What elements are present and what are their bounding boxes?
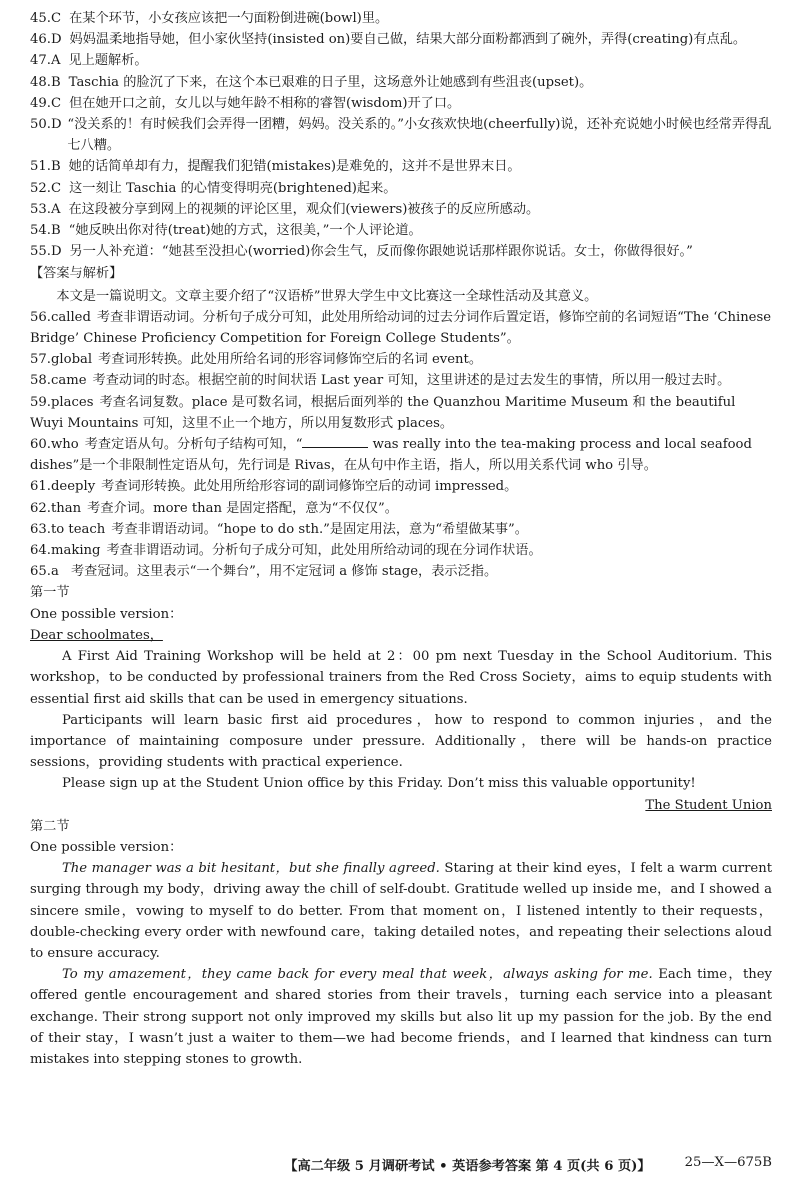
grammar-item: 64.making 考查非谓语动词。分析句子成分可知，此处用所给动词的现在分词作状语。 [30,543,542,559]
blank-line [302,435,368,448]
paragraph-lead: The manager was a bit hesitant，but she finally agreed. [62,861,440,877]
letter-salutation: Dear schoolmates， [30,627,163,643]
section-one [30,582,772,815]
cloze-item: 49.C 但在她开口之前，女儿以与她年龄不相称的睿智(wisdom)开了口。 [30,95,461,111]
section-two-title: 第二节 [30,818,70,834]
footer-page: 第 4 页(共 6 页)】 [535,1159,651,1174]
footer-label: 【高二年级 5 月调研考试 • 英语参考答案 [284,1159,532,1174]
cloze-answers [30,8,772,262]
cloze-item: 54.B “她反映出你对待(treat)她的方式，这很美，”一个人评论道。 [30,223,422,239]
paragraph-lead: To my amazement，they came back for every meal that week，always asking for me. [62,967,653,983]
grammar-item: 63.to teach 考查非谓语动词。“hope to do sth.”是固定用法，意为“希望做某事”。 [30,521,528,537]
section-two [30,816,772,1070]
cloze-item: 46.D 妈妈温柔地指导她，但小家伙坚持(insisted on)要自己做，结果大部分面粉都洒到了碗外，弄得(creating)有点乱。 [30,32,747,48]
grammar-answers [30,307,772,583]
page-footer [30,1155,772,1174]
grammar-item: 60.who 考查定语从句。分析句子结构可知，“ was really into the tea-making process and local seafood dishes”是一个非限制性定语从句，先行词是 Rivas，在从句中作主语，指人，所以用关系代词 who 引导。 [30,437,752,474]
grammar-item: 56.called 考查非谓语动词。分析句子成分可知，此处用所给动词的过去分词作后置定语，修饰空前的名词短语“The ‘Chinese Bridge’ Chinese Proficiency Competition for Foreign College Students”。 [30,309,772,347]
footer-code: 25—X—675B [684,1155,772,1170]
passage-intro: 本文是一篇说明文。文章主要介绍了“汉语桥”世界大学生中文比赛这一全球性活动及其意义。 [56,288,598,304]
story-paragraph-1: The manager was a bit hesitant，but she finally agreed. Staring at their kind eyes，I felt a warm current surging through my body，driving away the chill of self-doubt. Gratitude welled up inside me，and I showed a sincere smile，vowing to myself to do better. From that moment on，I listened intently to their requests，double-checking every order with newfound care，taking detailed notes，and repeating their selections aloud to ensure accuracy. [30,861,772,961]
letter-signature: The Student Union [645,797,772,813]
letter-paragraph: Participants will learn basic first aid procedures，how to respond to common injuries，and the importance of maintaining composure under pressure. Additionally，there will be hands-on practice sessions，providing students with practical experience. [30,712,772,771]
story-paragraph-2: To my amazement，they came back for every meal that week，always asking for me. Each time，they offered gentle encouragement and shared stories from their travels，turning each service into a pleasant exchange. Their strong support not only improved my skills but also lit up my passion for the job. By the end of their stay，I wasn’t just a waiter to them—we had become friends，and I learned that kindness can turn mistakes into stepping stones to growth. [30,967,772,1067]
grammar-item: 58.came 考查动词的时态。根据空前的时间状语 Last year 可知，这里讲述的是过去发生的事情，所以用一般过去时。 [30,373,731,389]
page-content [30,8,772,1070]
cloze-item: 45.C 在某个环节，小女孩应该把一勺面粉倒进碗(bowl)里。 [30,11,389,26]
cloze-item: 48.B Taschia 的脸沉了下来，在这个本已艰难的日子里，这场意外让她感到有些沮丧(upset)。 [30,74,593,90]
grammar-item: 57.global 考查词形转换。此处用所给名词的形容词修饰空后的名词 event。 [30,352,483,368]
cloze-item: 47.A 见上题解析。 [30,53,148,69]
cloze-item: 50.D “没关系的！有时候我们会弄得一团糟，妈妈。没关系的。”小女孩欢快地(cheerfully)说，还补充说她小时候也经常弄得乱七八糟。 [30,117,772,154]
section-one-title: 第一节 [30,585,70,601]
grammar-item: 65.a 考查冠词。这里表示“一个舞台”，用不定冠词 a 修饰 stage，表示泛指。 [30,564,498,580]
cloze-item: 52.C 这一刻让 Taschia 的心情变得明亮(brightened)起来。 [30,180,397,196]
section-two-version: One possible version： [30,839,183,855]
grammar-item: 62.than 考查介词。more than 是固定搭配，意为“不仅仅”。 [30,500,398,516]
grammar-item: 61.deeply 考查词形转换。此处用所给形容词的副词修饰空后的动词 impressed。 [30,479,518,495]
grammar-item: 59.places 考查名词复数。place 是可数名词，根据后面列举的 the Quanzhou Maritime Museum 和 the beautiful Wuyi Mountains 可知，这里不止一个地方，所以用复数形式 places。 [30,394,736,431]
cloze-item: 53.A 在这段被分享到网上的视频的评论区里，观众们(viewers)被孩子的反应所感动。 [30,201,540,217]
answer-analysis-heading: 【答案与解析】 [30,266,123,282]
cloze-item: 51.B 她的话简单却有力，提醒我们犯错(mistakes)是难免的，这并不是世界末日。 [30,159,521,175]
letter-paragraph: Please sign up at the Student Union office by this Friday. Don’t miss this valuable opportunity! [62,776,696,792]
cloze-item: 55.D 另一人补充道：“她甚至没担心(worried)你会生气，反而像你跟她说话那样跟你说话。女士，你做得很好。” [30,244,693,260]
section-one-version: One possible version： [30,606,183,622]
letter-paragraph: A First Aid Training Workshop will be held at 2：00 pm next Tuesday in the School Auditorium. This workshop，to be conducted by professional trainers from the Red Cross Society，aims to equip students with essential first aid skills that can be used in emergency situations. [30,649,772,707]
